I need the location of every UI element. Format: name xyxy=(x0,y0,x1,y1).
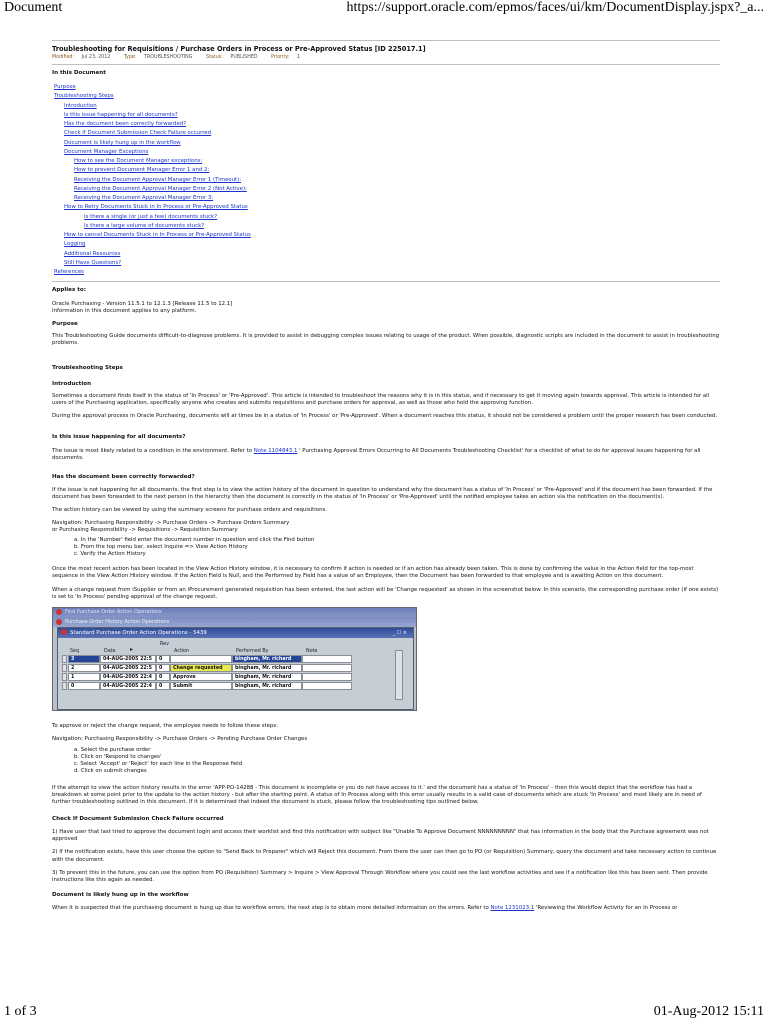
toc-link-dm-error-3[interactable]: Receiving the Document Approval Manager Error 3: xyxy=(74,195,214,202)
applies-platform: Information in this document applies to any platform. xyxy=(52,307,197,314)
rev-cell[interactable]: 0 xyxy=(156,682,170,690)
step-item: d. Click on submit changes xyxy=(74,767,147,774)
window-title: Standard Purchase Order Action Operations - 5439 xyxy=(70,629,207,636)
toc-link-submission-check[interactable]: Check If Document Submission Check Failure occurred xyxy=(64,130,212,137)
step-item: a. In the 'Number' field enter the document number in question and click the Find button xyxy=(74,537,315,544)
rev-cell[interactable]: 0 xyxy=(156,664,170,672)
toc-link-introduction[interactable]: Introduction xyxy=(64,102,97,109)
toc-link-single-stuck[interactable]: Is there a single (or just a few) documents stuck? xyxy=(84,213,218,220)
navigation-po: Navigation: Purchasing Responsibility -> Purchase Orders -> Purchase Orders Summary xyxy=(52,520,290,527)
toc-link-dm-exceptions[interactable]: Document Manager Exceptions xyxy=(64,148,149,155)
introduction-para-1: Sometimes a document finds itself in the status of 'In Process' or 'Pre-Approved'. This article is intended to troubleshoot the reasons why it is in this status, and if necessary to get it moving again towards approval. This article is intended for all users of the Purchasing application, specifically anyone who creates and submits requisitions and purchase orders for approval, as well as those who hold the approving function. xyxy=(52,393,710,407)
row-selector[interactable] xyxy=(62,655,67,663)
toc-link-retry-documents[interactable]: How to Retry Documents Stuck in In Process or Pre-Approved Status xyxy=(64,204,248,211)
rev-cell[interactable]: 0 xyxy=(156,673,170,681)
print-timestamp: 01-Aug-2012 15:11 xyxy=(653,1004,764,1019)
meta-divider xyxy=(52,64,720,65)
step-item: c. Verify the Action History xyxy=(74,551,146,558)
toc-link-dm-error-2[interactable]: Receiving the Document Approval Manager Error 2 (Not Active): xyxy=(74,185,247,192)
submission-check-para-3: 3) To prevent this in the future, you can use the option from PO (Requisition) Summary > Inquire > View Approval Through Workflow where you could see the last workflow activities and see if a notification like this has been sent. Then provide instructions like this again as needed. xyxy=(52,869,708,883)
forwarded-para-1: If the issue is not happening for all documents, the first step is to view the action history of the document in question to understand why the document has a status of 'In Process' or 'Pre-Approved' and if the document has been forwarded. If the document has been forwarded to the next person in the hierarchy then the document is correctly in the status of 'In Process' or 'Pre-Approved' until the notified employee takes an action via the notification on the document(s). xyxy=(52,486,713,500)
find-window-title: Find Purchase Order Action Operations xyxy=(65,608,162,615)
toc-link-hung-workflow[interactable]: Document is likely hung up in the workflow xyxy=(64,139,181,146)
action-cell[interactable]: Change requested xyxy=(170,664,232,672)
window-controls-icon[interactable]: _ ☐ × xyxy=(392,629,407,636)
action-cell[interactable]: Submit xyxy=(170,682,232,690)
table-of-contents xyxy=(52,83,720,277)
all-documents-heading: Is this issue happening for all documents? xyxy=(52,434,186,441)
date-header: Date xyxy=(104,648,116,654)
date-cell[interactable]: 04-AUG-2005 22:4 xyxy=(100,682,156,690)
toc-link-cancel-documents[interactable]: How to cancel Documents Stuck in In Process or Pre-Approved Status xyxy=(64,232,251,239)
navigation-req: or Purchasing Responsibility -> Requisitions -> Requisition Summary xyxy=(52,527,238,534)
date-cell[interactable]: 04-AUG-2005 22:4 xyxy=(100,673,156,681)
hung-workflow-para: When it is suspected that the purchasing document is hung up due to workflow errors, the next step is to obtain more detailed information on the errors. Refer to Note 1231023.1 'Reviewing the Workflow Activity for an In Process or xyxy=(52,904,678,911)
in-this-document-heading: In this Document xyxy=(52,70,106,77)
applies-version: Oracle Purchasing - Version 11.5.1 to 12.1.3 [Release 11.5 to 12.1] xyxy=(52,300,233,307)
view-history-steps xyxy=(74,537,720,558)
print-header-url: https://support.oracle.com/epmos/faces/ui/km/DocumentDisplay.jspx?_a... xyxy=(346,0,764,15)
performed-by-cell[interactable]: bingham, Mr. richard xyxy=(232,664,302,672)
introduction-heading: Introduction xyxy=(52,381,92,388)
status-label: Status: xyxy=(205,55,223,60)
history-window-bar xyxy=(53,617,416,627)
forwarded-para-2: The action history can be viewed by using the summary screens for purchase orders and requisitions. xyxy=(52,507,328,514)
performed-by-cell[interactable]: bingham, Mr. richard xyxy=(232,673,302,681)
purpose-heading: Purpose xyxy=(52,320,78,327)
toc-link-troubleshooting-steps[interactable]: Troubleshooting Steps xyxy=(54,93,114,100)
oracle-icon xyxy=(61,629,67,635)
step-item: c. Select 'Accept' or 'Reject' for each line in the Response field xyxy=(74,760,243,767)
modified-label: Modified: xyxy=(52,55,75,60)
toc-link-logging[interactable]: Logging xyxy=(64,241,86,248)
priority-value: 1 xyxy=(296,55,301,60)
note-cell[interactable] xyxy=(302,682,352,690)
purpose-text: This Troubleshooting Guide documents difficult-to-diagnose problems. It is provided to assist in debugging complex issues relating to usage of the product. When possible, diagnostic scripts are included in the document to assist in troubleshooting problems. xyxy=(52,332,720,346)
window-titlebar xyxy=(58,628,413,638)
toc-link-all-documents[interactable]: Is this issue happening for all documents? xyxy=(64,111,178,118)
note-1231023-link[interactable]: Note 1231023.1 xyxy=(490,904,535,911)
oracle-icon xyxy=(56,609,62,615)
modified-value: Jul 23, 2012 xyxy=(81,55,111,60)
document-meta xyxy=(52,54,720,61)
toc-link-purpose[interactable]: Purpose xyxy=(54,84,76,91)
toc-link-additional-resources[interactable]: Additional Resources xyxy=(64,250,121,257)
forwarded-heading: Has the document been correctly forwarded? xyxy=(52,473,195,480)
applies-heading: Applies to: xyxy=(52,287,86,294)
top-divider xyxy=(52,40,720,41)
step-item: a. Select the purchase order xyxy=(74,746,151,753)
print-header-title: Document xyxy=(4,0,63,15)
action-history-window xyxy=(57,627,414,710)
troubleshooting-heading: Troubleshooting Steps xyxy=(52,365,123,371)
type-value: TROUBLESHOOTING xyxy=(144,55,193,60)
toc-link-large-volume[interactable]: Is there a large volume of documents stuck? xyxy=(84,222,205,229)
navigation-pending-changes: Navigation: Purchasing Responsibility -> Purchase Orders -> Pending Purchase Order Changes xyxy=(52,735,308,742)
forwarded-para-3: Once the most recent action has been located in the View Action History window, it is necessary to confirm if action is needed or if an action has already been taken. This is done by confirming the value in the Action field for the top-most sequence in the View Action History window. If the Action Field is Null, and the Performed by Field has a value of an Employee, then the Document has been forwarded to that employee and is awaiting Action on this document. xyxy=(52,566,694,580)
seq-header: Seq xyxy=(70,648,80,654)
toc-link-prevent-dm-errors[interactable]: How to prevent Document Manager Error 1 and 2: xyxy=(74,167,210,174)
seq-cell[interactable]: 1 xyxy=(68,673,100,681)
step-item: b. From the top menu bar, select Inquire => View Action History xyxy=(74,544,248,551)
action-header: Action xyxy=(174,648,190,654)
action-cell[interactable] xyxy=(170,655,232,663)
note-cell[interactable] xyxy=(302,664,352,672)
status-value: PUBLISHED xyxy=(230,55,258,60)
performed-by-cell[interactable]: bingham, Mr. richard xyxy=(232,682,302,690)
seq-cell[interactable]: 0 xyxy=(68,682,100,690)
toc-link-dm-error-1[interactable]: Receiving the Document Approval Manager Error 1 (Timeout): xyxy=(74,176,242,183)
hung-workflow-heading: Document is likely hung up in the workflow xyxy=(52,891,189,898)
note-header: Note xyxy=(306,648,318,654)
row-selector[interactable] xyxy=(62,682,67,690)
submission-check-para-2: 2) If the notification exists, have this user choose the option to "Send Back to Preparer" which will Reject this document. From there the user can then go to PO (or Requisition) Summary, query the document and take necessary action to continue with the document. xyxy=(52,849,717,863)
note-cell[interactable] xyxy=(302,673,352,681)
introduction-para-2: During the approval process in Oracle Purchasing, documents will at times be in a status of 'In Process' or 'Pre-Approved'. When a document reaches this status, it should not be considered a problem until the proper research has been conducted. xyxy=(52,413,718,420)
action-cell[interactable]: Approve xyxy=(170,673,232,681)
vertical-scrollbar[interactable] xyxy=(395,650,403,700)
find-window-bar xyxy=(53,608,416,617)
step-item: b. Click on 'Respond to changes' xyxy=(74,753,162,760)
all-documents-para: The issue is most likely related to a condition in the environment. Refer to Note 1104843.1 ' Purchasing Approval Errors Occurring to All Documents Troubleshooting Checklist' for a checklist of what to do for approval issues happening for all documents. xyxy=(52,447,701,461)
approve-intro: To approve or reject the change request, the employee needs to follow these steps: xyxy=(52,722,279,729)
action-history-screenshot xyxy=(52,607,417,711)
forwarded-para-4: When a change request from iSupplier or from an iProcurement generated requisition has been entered, the last action will be 'Change requested' as shown in the screenshot below. In this scenario, the corresponding purchase order (if one exists) is set to 'In Process' pending approval of the change request. xyxy=(52,586,719,600)
seq-cell[interactable]: 3 xyxy=(68,655,100,663)
rev-header: Rev xyxy=(160,641,169,647)
page-number: 1 of 3 xyxy=(4,1004,37,1019)
rev-cell[interactable]: 0 xyxy=(156,655,170,663)
performed-by-header: Performed By xyxy=(236,648,269,654)
approve-steps xyxy=(74,747,720,775)
toc-divider xyxy=(52,281,720,282)
document-title: Troubleshooting for Requisitions / Purchase Orders in Process or Pre-Approved Status [ID 225017.1] xyxy=(52,45,426,53)
print-header xyxy=(0,0,768,18)
toc-link-references[interactable]: References xyxy=(54,269,84,276)
toc-link-see-dm-exceptions[interactable]: How to see the Document Manager exceptions: xyxy=(74,158,203,165)
date-cell[interactable]: 04-AUG-2005 22:5 xyxy=(100,664,156,672)
row-selector[interactable] xyxy=(62,673,67,681)
oracle-icon xyxy=(56,619,62,625)
type-label: Type: xyxy=(123,55,137,60)
error-para: If the attempt to view the action history results in the error 'APP-PO-14288 - This document is incomplete or you do not have access to it.' and the document has a status of 'In Process' - then this would depict that the workflow has had a breakdown at some point prior to the update to the action history - but after the starting point. A status of In Process along with this error usually results in a valid case of documents which are stuck 'In Process' and most likely are in need of further troubleshooting outlined in this document. If it is determined that indeed the document is stuck, please follow the troubleshooting tips outlined below. xyxy=(52,784,702,806)
submission-check-para-1: 1) Have user that last tried to approve the document login and access their worklist and find this notification with subject like "Unable To Approve Document NNNNNNNNN" that has information in the body that the Purchase agreement was not approved xyxy=(52,829,709,843)
priority-label: Priority: xyxy=(271,55,290,60)
note-cell[interactable] xyxy=(302,655,352,663)
seq-cell[interactable]: 2 xyxy=(68,664,100,672)
note-1104843-link[interactable]: Note 1104843.1 xyxy=(253,447,298,454)
document-body xyxy=(52,40,720,918)
row-selector[interactable] xyxy=(62,664,67,672)
print-footer xyxy=(0,1004,768,1024)
cursor-icon: ▸ xyxy=(130,645,134,653)
submission-check-heading: Check If Document Submission Check Failure occurred xyxy=(52,816,224,823)
toc-link-correctly-forwarded[interactable]: Has the document been correctly forwarded? xyxy=(64,121,187,128)
performed-by-cell[interactable]: bingham, Mr. richard xyxy=(232,655,302,663)
toc-link-still-have-questions[interactable]: Still Have Questions? xyxy=(64,259,122,266)
date-cell[interactable]: 04-AUG-2005 22:5 xyxy=(100,655,156,663)
history-window-title: Purchase Order History Action Operations xyxy=(65,618,170,625)
